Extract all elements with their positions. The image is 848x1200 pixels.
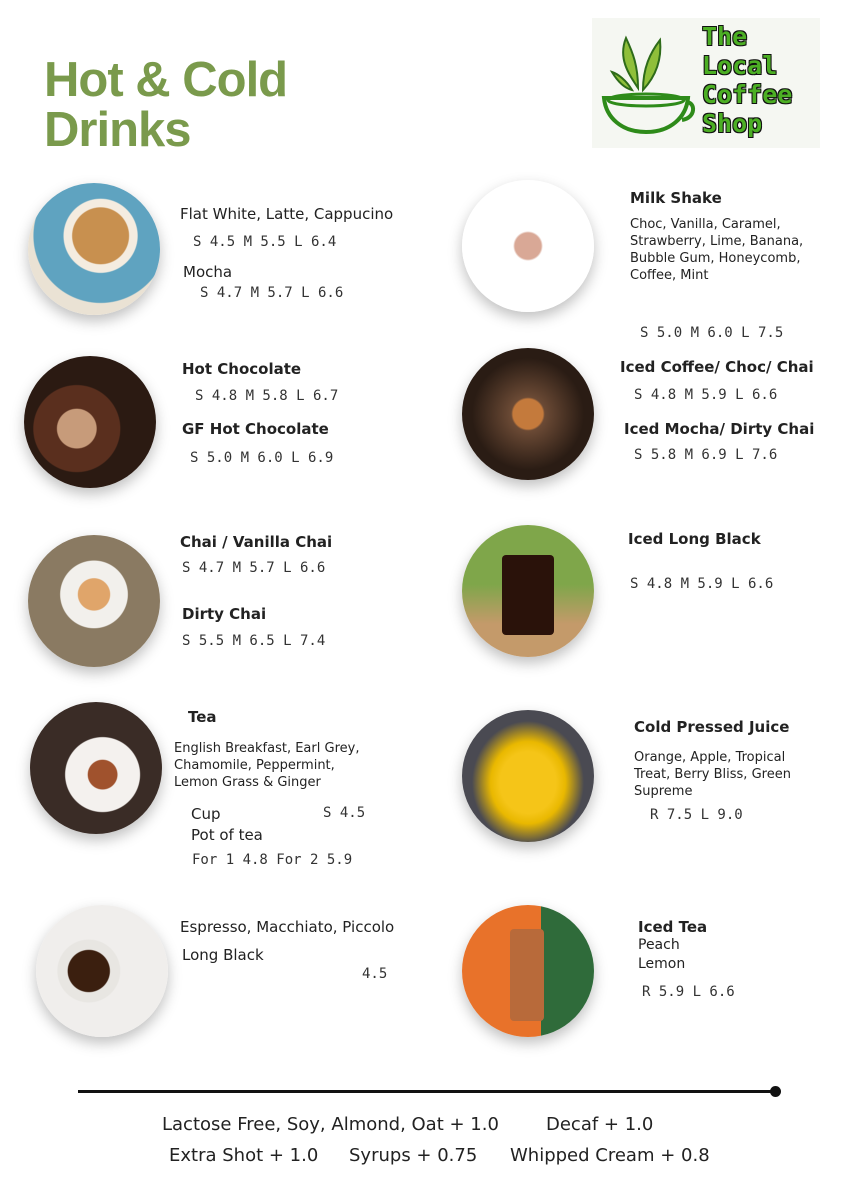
iced-coffee-image [462, 348, 594, 480]
milk-shake-prices: S 5.0 M 6.0 L 7.5 [640, 325, 784, 341]
gf-hot-chocolate-name: GF Hot Chocolate [182, 420, 329, 438]
title-line1: Hot & Cold [44, 53, 288, 107]
divider-line [78, 1090, 776, 1093]
footer-syrups: Syrups + 0.75 [349, 1145, 478, 1166]
juice-name: Cold Pressed Juice [634, 718, 790, 736]
chai-prices: S 4.7 M 5.7 L 6.6 [182, 560, 326, 576]
juice-prices: R 7.5 L 9.0 [650, 807, 743, 823]
logo-word-4: Shop [702, 109, 763, 138]
milk-shake-name: Milk Shake [630, 189, 722, 207]
shop-logo [592, 18, 820, 148]
espresso-image [36, 905, 168, 1037]
iced-long-black-name: Iced Long Black [628, 530, 761, 548]
hot-chocolate-image [24, 356, 156, 488]
iced-mocha-name: Iced Mocha/ Dirty Chai [624, 420, 815, 438]
long-black-name: Long Black [182, 946, 264, 964]
page-title [44, 55, 287, 155]
iced-tea-name: Iced Tea [638, 918, 708, 936]
coffee-name: Flat White, Latte, Cappucino [180, 205, 394, 223]
footer-milk-options: Lactose Free, Soy, Almond, Oat + 1.0 [162, 1114, 499, 1135]
footer-whipped-cream: Whipped Cream + 0.8 [510, 1145, 710, 1166]
chai-name: Chai / Vanilla Chai [180, 533, 333, 551]
juice-flavors: Orange, Apple, Tropical Treat, Berry Bliss, Green Supreme [634, 750, 791, 799]
iced-tea-flavor-peach: Peach [638, 937, 680, 953]
tea-description: English Breakfast, Earl Grey, Chamomile, Peppermint, Lemon Grass & Ginger [174, 741, 360, 790]
coffee-image [28, 183, 160, 315]
logo-word-3: Coffee [702, 80, 793, 109]
tea-cup-price: S 4.5 [323, 805, 366, 821]
milk-shake-image [462, 180, 594, 312]
footer-decaf: Decaf + 1.0 [546, 1114, 654, 1135]
mocha-prices: S 4.7 M 5.7 L 6.6 [200, 285, 344, 301]
iced-long-black-image [462, 525, 594, 657]
iced-mocha-prices: S 5.8 M 6.9 L 7.6 [634, 447, 778, 463]
tea-pot-label: Pot of tea [191, 826, 263, 844]
iced-tea-image [462, 905, 594, 1037]
dirty-chai-prices: S 5.5 M 6.5 L 7.4 [182, 633, 326, 649]
iced-coffee-name: Iced Coffee/ Choc/ Chai [620, 358, 814, 376]
chai-image [28, 535, 160, 667]
iced-long-black-prices: S 4.8 M 5.9 L 6.6 [630, 576, 774, 592]
iced-coffee-prices: S 4.8 M 5.9 L 6.6 [634, 387, 778, 403]
iced-tea-prices: R 5.9 L 6.6 [642, 984, 735, 1000]
hot-chocolate-name: Hot Chocolate [182, 360, 302, 378]
espresso-price: 4.5 [362, 966, 388, 982]
hot-chocolate-prices: S 4.8 M 5.8 L 6.7 [195, 388, 339, 404]
dirty-chai-name: Dirty Chai [182, 605, 267, 623]
tea-image [30, 702, 162, 834]
logo-word-1: The [702, 22, 748, 51]
title-line2: Drinks [44, 103, 191, 157]
tea-pot-prices: For 1 4.8 For 2 5.9 [192, 852, 353, 868]
juice-image [462, 710, 594, 842]
divider-dot [770, 1086, 781, 1097]
coffee-prices: S 4.5 M 5.5 L 6.4 [193, 234, 337, 250]
tea-cup-label: Cup [191, 805, 221, 823]
milk-shake-flavors: Choc, Vanilla, Caramel, Strawberry, Lime, Banana, Bubble Gum, Honeycomb, Coffee, Mint [630, 217, 804, 283]
iced-tea-flavor-lemon: Lemon [638, 956, 686, 972]
gf-hot-chocolate-prices: S 5.0 M 6.0 L 6.9 [190, 450, 334, 466]
logo-word-2: Local [702, 51, 778, 80]
tea-name: Tea [188, 708, 217, 726]
mocha-name: Mocha [183, 263, 233, 281]
espresso-name: Espresso, Macchiato, Piccolo [180, 918, 395, 936]
coffee-cup-icon [598, 28, 698, 138]
footer-extra-shot: Extra Shot + 1.0 [169, 1145, 319, 1166]
